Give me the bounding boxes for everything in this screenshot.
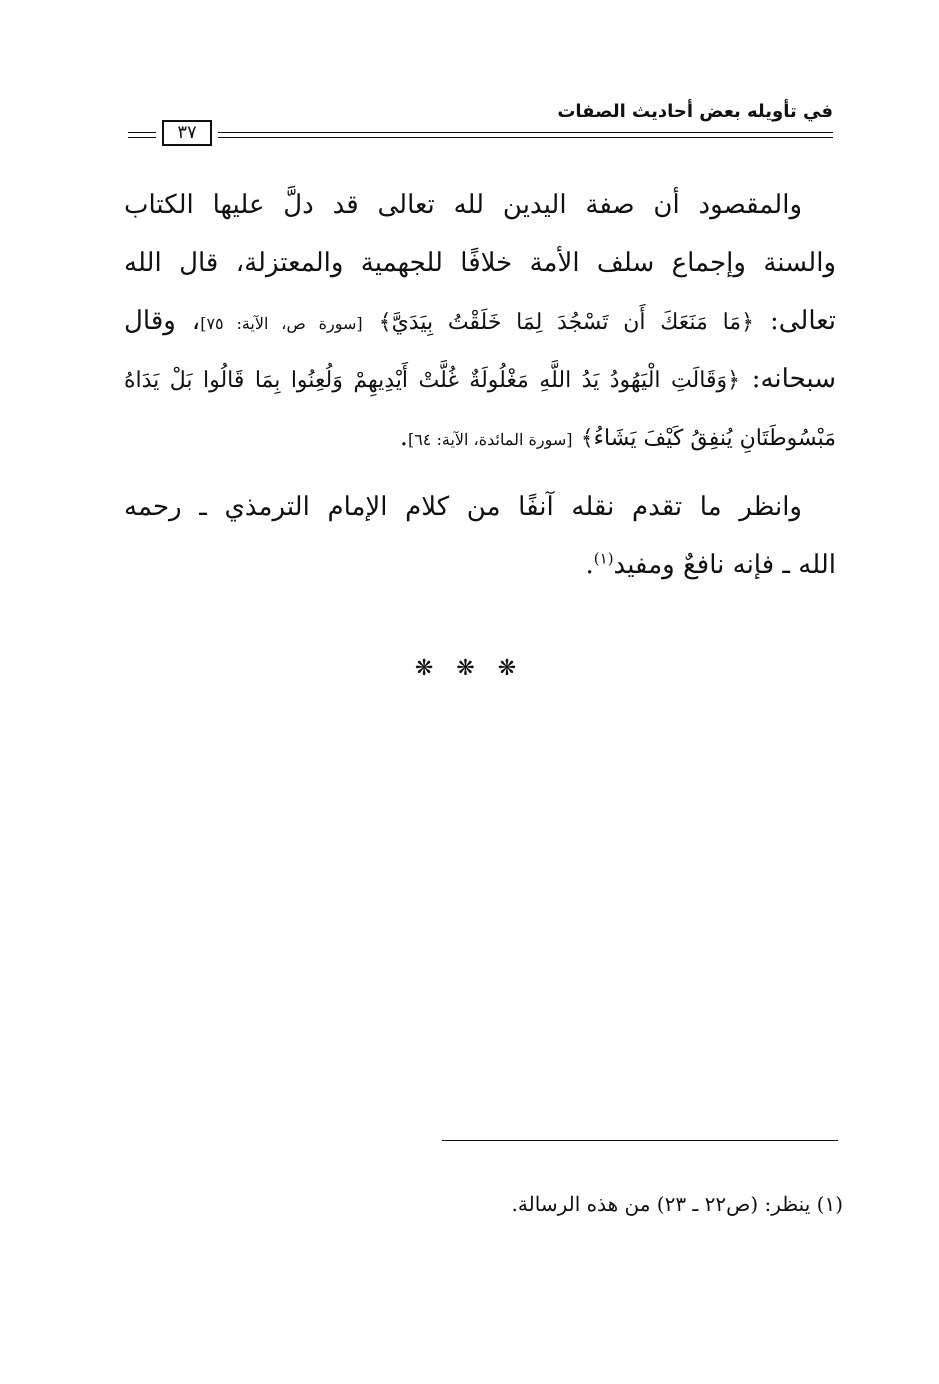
paragraph-1 (124, 176, 836, 466)
verse-reference: [سورة المائدة، الآية: ٦٤] (407, 430, 573, 449)
footnote-rule (442, 1140, 838, 1141)
text-line (124, 292, 836, 350)
text-line: وانظر ما تقدم نقله آنفًا من كلام الإمام الترمذي ـ رحمه (124, 492, 802, 522)
quran-brace-open: ﴿ (741, 310, 754, 335)
header-double-rule-short (128, 132, 156, 138)
text-fragment: الله ـ فإنه نافعٌ ومفيد (613, 550, 836, 580)
header-double-rule (218, 132, 833, 138)
footnote (512, 1190, 843, 1218)
text-line: والسنة وإجماع سلف الأمة خلافًا للجهمية والمعتزلة، قال الله (124, 248, 836, 278)
quran-brace-close: ﴾ (378, 310, 392, 335)
text-line: والمقصود أن صفة اليدين لله تعالى قد دلَّ عليها الكتاب (124, 190, 802, 220)
text-line (124, 536, 836, 594)
page-number: ٣٧ (162, 120, 212, 146)
quran-verse: مَبْسُوطَتَانِ يُنفِقُ كَيْفَ يَشَاءُ (593, 426, 836, 451)
quran-brace-close: ﴾ (580, 426, 594, 451)
text-line (124, 408, 836, 466)
quran-verse: مَا مَنَعَكَ أَن تَسْجُدَ لِمَا خَلَقْتُ بِيَدَيَّ (391, 310, 742, 335)
quran-brace-open: ﴿ (727, 368, 740, 393)
quran-verse: وَقَالَتِ الْيَهُودُ يَدُ اللَّهِ مَغْلُولَةٌ غُلَّتْ أَيْدِيهِمْ وَلُعِنُوا بِمَا قَالُوا بَلْ يَدَاهُ (124, 368, 728, 393)
footnote-marker[interactable]: (١) (593, 549, 614, 568)
section-separator: ❋ ❋ ❋ (414, 656, 525, 681)
footnote-text: ينظر: (ص٢٢ ـ ٢٣) من هذه الرسالة. (511, 1192, 811, 1216)
footnote-number: (١) (816, 1192, 843, 1216)
text-fragment: . (585, 550, 594, 580)
text-line (124, 350, 836, 408)
paragraph-2 (124, 478, 836, 594)
text-fragment: تعالى: (769, 306, 837, 336)
verse-reference: [سورة ص، الآية: ٧٥] (200, 314, 363, 333)
text-fragment: ، وقال (124, 306, 201, 336)
running-title: في تأويله بعض أحاديث الصفات (557, 101, 833, 122)
text-fragment: سبحانه: (751, 364, 836, 394)
text-fragment: . (399, 422, 408, 452)
